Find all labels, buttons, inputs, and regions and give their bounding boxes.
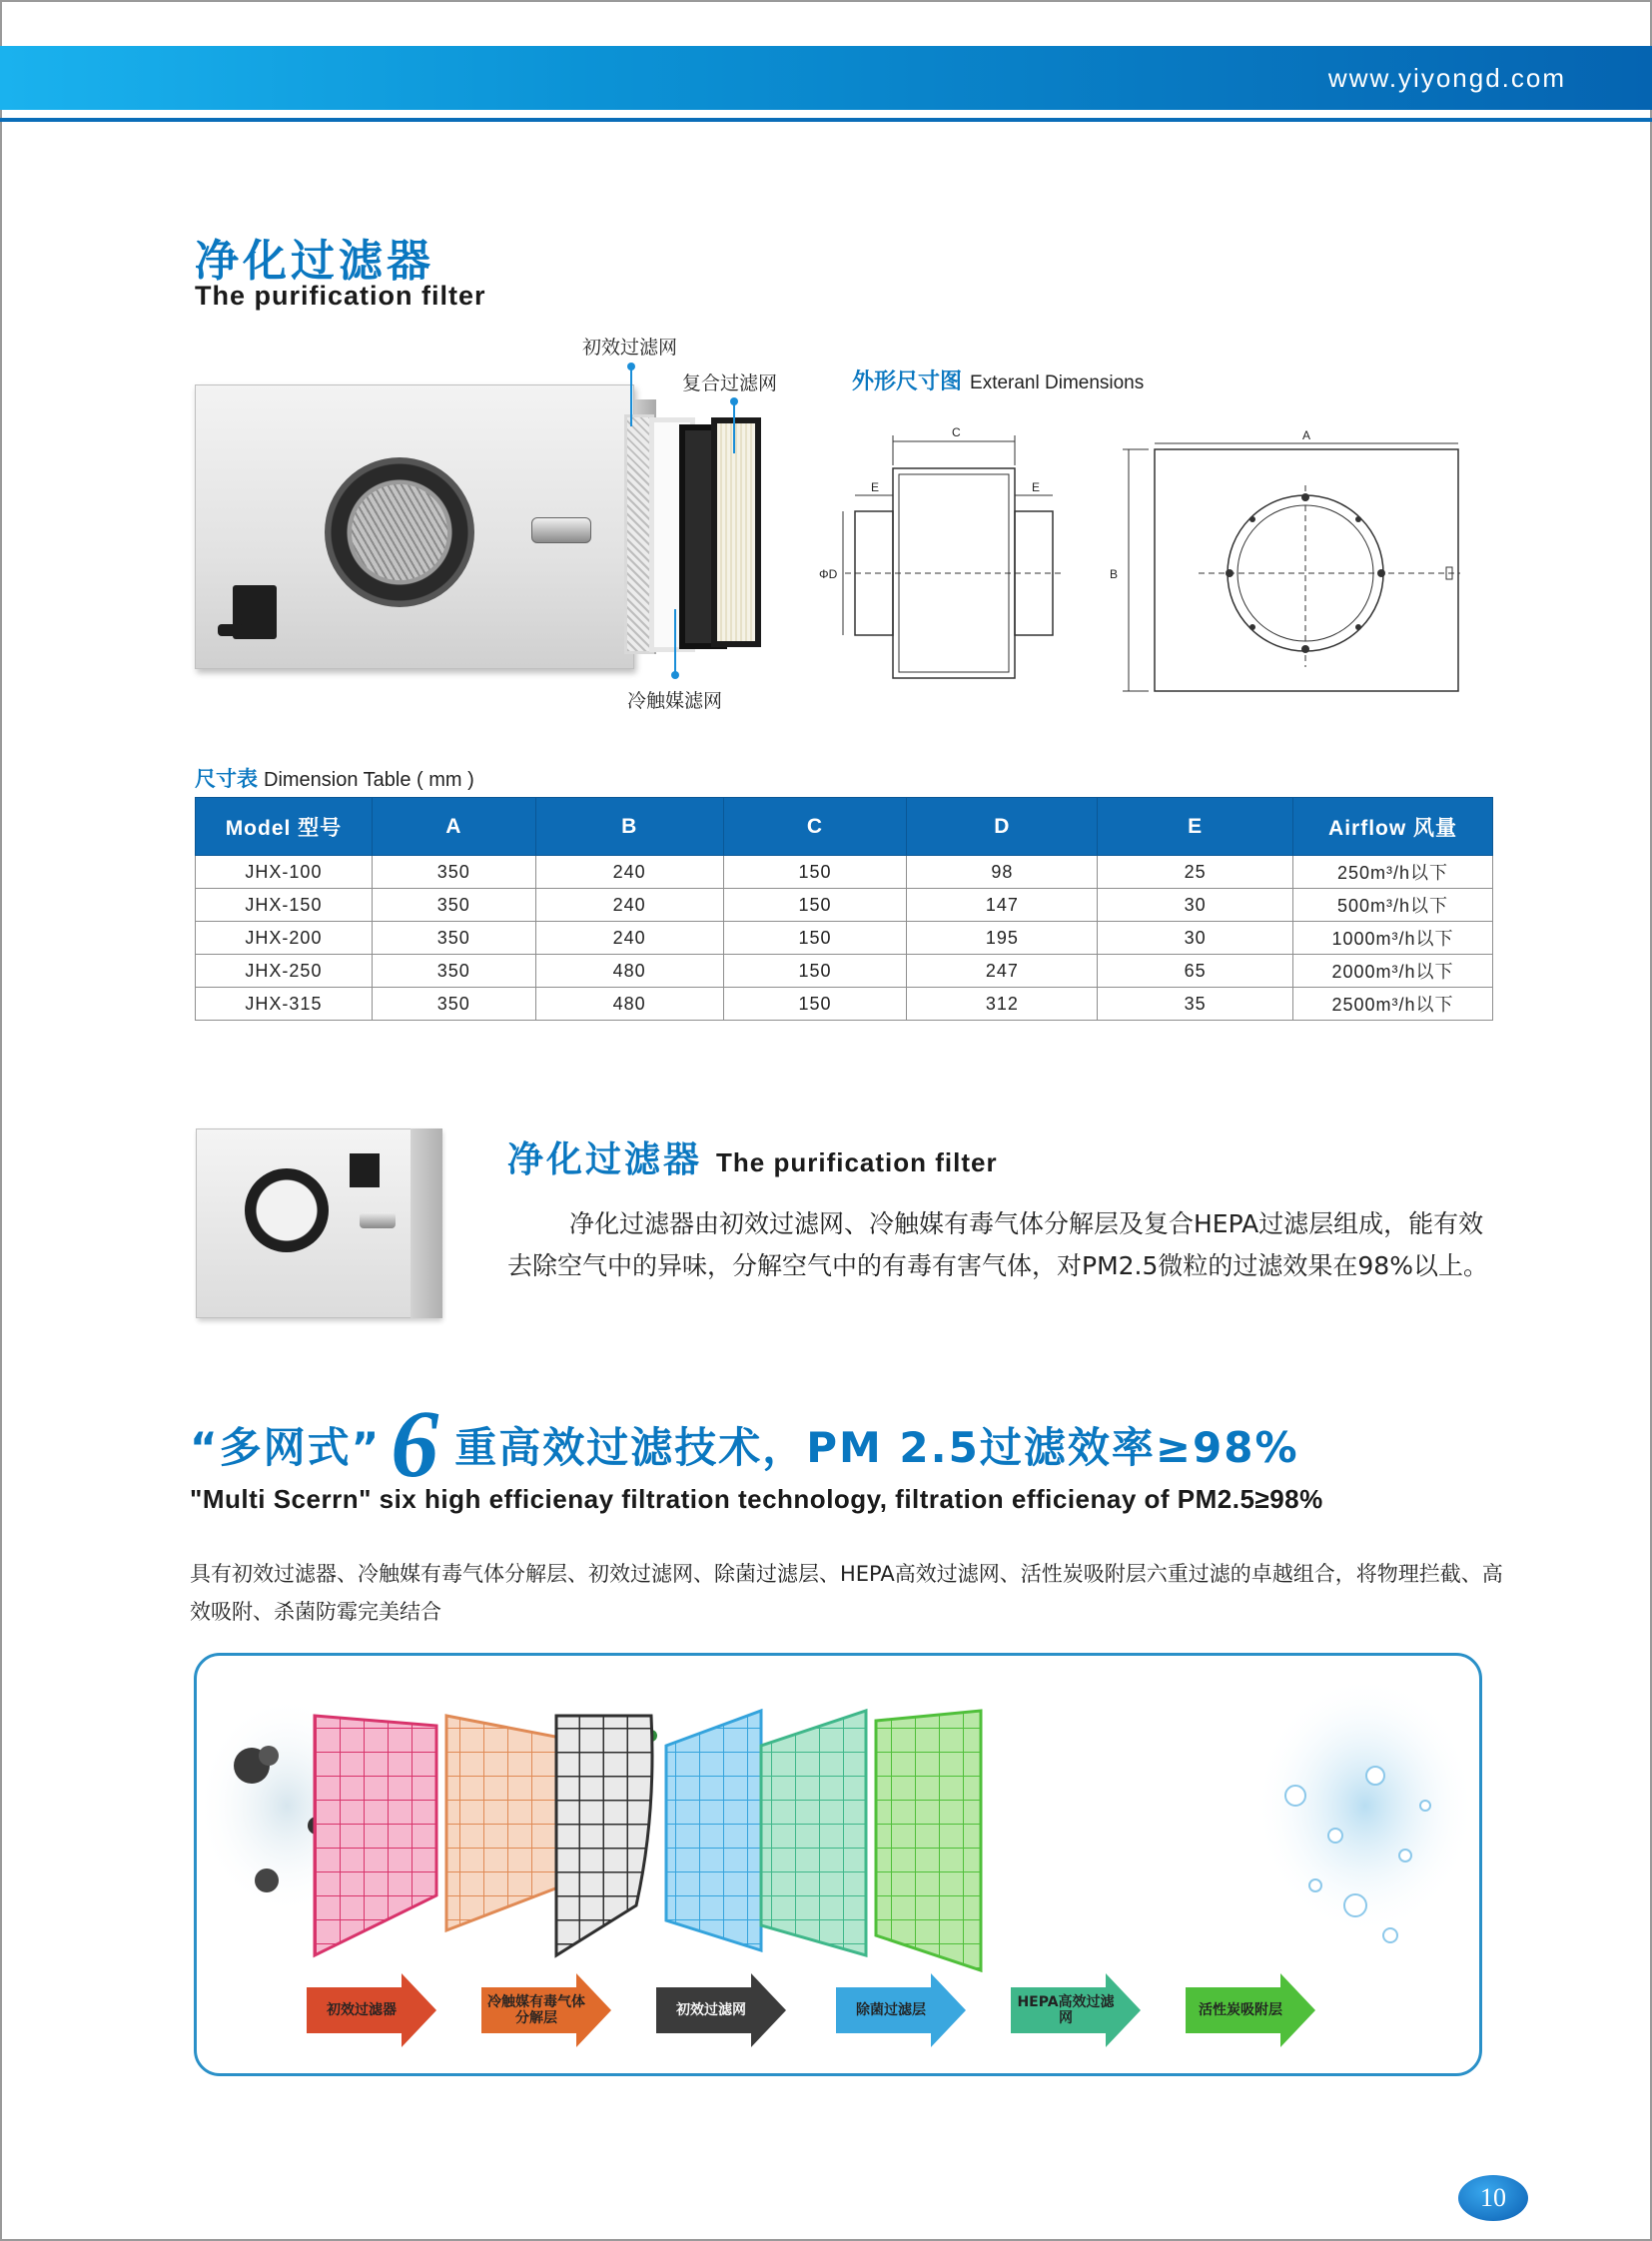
filter-panel-4 bbox=[666, 1711, 761, 1950]
cell-a: 350 bbox=[372, 988, 535, 1021]
outlet-mesh bbox=[352, 484, 447, 580]
cell-d: 98 bbox=[907, 856, 1098, 889]
label-e-left: E bbox=[871, 480, 880, 494]
arrow-label-2: 冷触媒有毒气体分解层 bbox=[487, 1994, 585, 2026]
six-layer-heading-en: "Multi Scerrn" six high efficienay filtration technology, filtration efficienay of PM2.5≥98% bbox=[190, 1484, 1323, 1514]
dimension-drawings bbox=[819, 419, 1498, 709]
section2-body: 净化过滤器由初效过滤网、冷触媒有毒气体分解层及复合HEPA过滤层组成，能有效去除空气中的异味，分解空气中的有毒有害气体，对PM2.5微粒的过滤效果在98%以上。 bbox=[507, 1209, 1488, 1280]
callout-line bbox=[674, 609, 676, 677]
dimension-title-cn: 外形尺寸图 bbox=[852, 370, 963, 394]
table-row bbox=[196, 988, 1493, 1021]
latch-icon bbox=[360, 1212, 396, 1228]
table-row bbox=[196, 955, 1493, 988]
label-d: ΦD bbox=[819, 567, 838, 581]
table-row bbox=[196, 856, 1493, 889]
cell-b: 480 bbox=[535, 988, 723, 1021]
arrow-label-5: HEPA高效过滤网 bbox=[1017, 1994, 1115, 2026]
arrow-label-6: 活性炭吸附层 bbox=[1199, 2002, 1282, 2018]
handle-icon bbox=[218, 624, 244, 636]
cell-e: 35 bbox=[1098, 988, 1293, 1021]
cell-b: 240 bbox=[535, 856, 723, 889]
cell-b: 480 bbox=[535, 955, 723, 988]
section-title-cn: 净化过滤器 bbox=[195, 236, 434, 287]
filter-panel-3 bbox=[556, 1716, 652, 1955]
cell-c: 150 bbox=[723, 889, 907, 922]
arrow-label-4: 除菌过滤层 bbox=[856, 2002, 926, 2018]
label-a: A bbox=[1302, 428, 1311, 442]
dimension-title bbox=[852, 365, 1144, 395]
dimension-table bbox=[195, 797, 1493, 1021]
cell-e: 30 bbox=[1098, 922, 1293, 955]
header-model: Model 型号 bbox=[196, 798, 373, 856]
cell-c: 150 bbox=[723, 988, 907, 1021]
cell-d: 195 bbox=[907, 922, 1098, 955]
header-airflow: Airflow 风量 bbox=[1293, 798, 1493, 856]
clean-air-mist bbox=[1255, 1676, 1475, 1935]
cell-model: JHX-315 bbox=[196, 988, 373, 1021]
filter-unit-side bbox=[411, 1128, 442, 1318]
cell-model: JHX-150 bbox=[196, 889, 373, 922]
cell-a: 350 bbox=[372, 889, 535, 922]
header-c: C bbox=[723, 798, 907, 856]
cell-c: 150 bbox=[723, 922, 907, 955]
label-b: B bbox=[1110, 567, 1119, 581]
callout-line bbox=[630, 367, 632, 426]
table-header-row bbox=[196, 798, 1493, 856]
front-view-body bbox=[1155, 449, 1458, 691]
cell-d: 247 bbox=[907, 955, 1098, 988]
heading-rest: 重高效过滤技术，PM 2.5过滤效率≥98% bbox=[454, 1423, 1299, 1472]
cell-c: 150 bbox=[723, 856, 907, 889]
cell-c: 150 bbox=[723, 955, 907, 988]
site-url[interactable]: www.yiyongd.com bbox=[1327, 63, 1566, 93]
cell-e: 30 bbox=[1098, 889, 1293, 922]
header-b: B bbox=[535, 798, 723, 856]
cell-e: 65 bbox=[1098, 955, 1293, 988]
cell-airflow: 1000m³/h以下 bbox=[1293, 922, 1493, 955]
callout-composite-filter: 复合过滤网 bbox=[682, 373, 778, 394]
cell-airflow: 500m³/h以下 bbox=[1293, 889, 1493, 922]
header-rule bbox=[0, 118, 1652, 122]
mount-plate-icon bbox=[350, 1153, 380, 1187]
filter-panel-5 bbox=[761, 1711, 866, 1955]
cell-e: 25 bbox=[1098, 856, 1293, 889]
callout-catalyst-filter: 冷触媒滤网 bbox=[627, 690, 723, 712]
cell-model: JHX-200 bbox=[196, 922, 373, 955]
table-caption bbox=[195, 763, 474, 793]
callout-dot bbox=[671, 671, 679, 679]
filtration-illustration bbox=[194, 1653, 1482, 2076]
cell-b: 240 bbox=[535, 922, 723, 955]
label-e-right: E bbox=[1032, 480, 1041, 494]
header-e: E bbox=[1098, 798, 1293, 856]
arrow-label-1: 初效过滤器 bbox=[327, 2002, 397, 2018]
cell-model: JHX-250 bbox=[196, 955, 373, 988]
six-layer-heading bbox=[190, 1388, 1299, 1499]
table-caption-cn: 尺寸表 bbox=[195, 767, 258, 791]
dimension-title-en: Exteranl Dimensions bbox=[970, 373, 1145, 393]
outlet-collar-icon bbox=[245, 1168, 329, 1252]
table-row bbox=[196, 889, 1493, 922]
arrow-label-3: 初效过滤网 bbox=[676, 2002, 746, 2018]
cell-airflow: 2500m³/h以下 bbox=[1293, 988, 1493, 1021]
cell-d: 147 bbox=[907, 889, 1098, 922]
callout-line bbox=[733, 401, 735, 453]
cell-airflow: 250m³/h以下 bbox=[1293, 856, 1493, 889]
section2-title-cn: 净化过滤器 bbox=[507, 1139, 703, 1180]
filter-panel-1 bbox=[315, 1716, 436, 1955]
page-number-badge: 10 bbox=[1458, 2175, 1528, 2221]
heading-number: 6 bbox=[391, 1390, 441, 1497]
header-d: D bbox=[907, 798, 1098, 856]
cell-model: JHX-100 bbox=[196, 856, 373, 889]
header-a: A bbox=[372, 798, 535, 856]
table-row bbox=[196, 922, 1493, 955]
table-caption-en: Dimension Table ( mm ) bbox=[264, 769, 474, 791]
filter-panel-6 bbox=[876, 1711, 981, 1970]
cell-a: 350 bbox=[372, 856, 535, 889]
label-c: C bbox=[952, 425, 961, 439]
composite-filter-layer bbox=[711, 417, 761, 647]
latch-icon bbox=[531, 517, 591, 543]
six-layer-description: 具有初效过滤器、冷触媒有毒气体分解层、初效过滤网、除菌过滤层、HEPA高效过滤网、活性炭吸附层六重过滤的卓越组合，将物理拦截、高效吸附、杀菌防霉完美结合 bbox=[190, 1562, 1503, 1624]
cell-a: 350 bbox=[372, 922, 535, 955]
heading-quote: “多网式” bbox=[190, 1423, 382, 1472]
cell-airflow: 2000m³/h以下 bbox=[1293, 955, 1493, 988]
cell-d: 312 bbox=[907, 988, 1098, 1021]
section2-title-en: The purification filter bbox=[716, 1147, 998, 1177]
section-title-en: The purification filter bbox=[195, 281, 486, 311]
cell-b: 240 bbox=[535, 889, 723, 922]
section2-title bbox=[507, 1131, 998, 1182]
cell-a: 350 bbox=[372, 955, 535, 988]
callout-primary-filter: 初效过滤网 bbox=[582, 337, 678, 359]
